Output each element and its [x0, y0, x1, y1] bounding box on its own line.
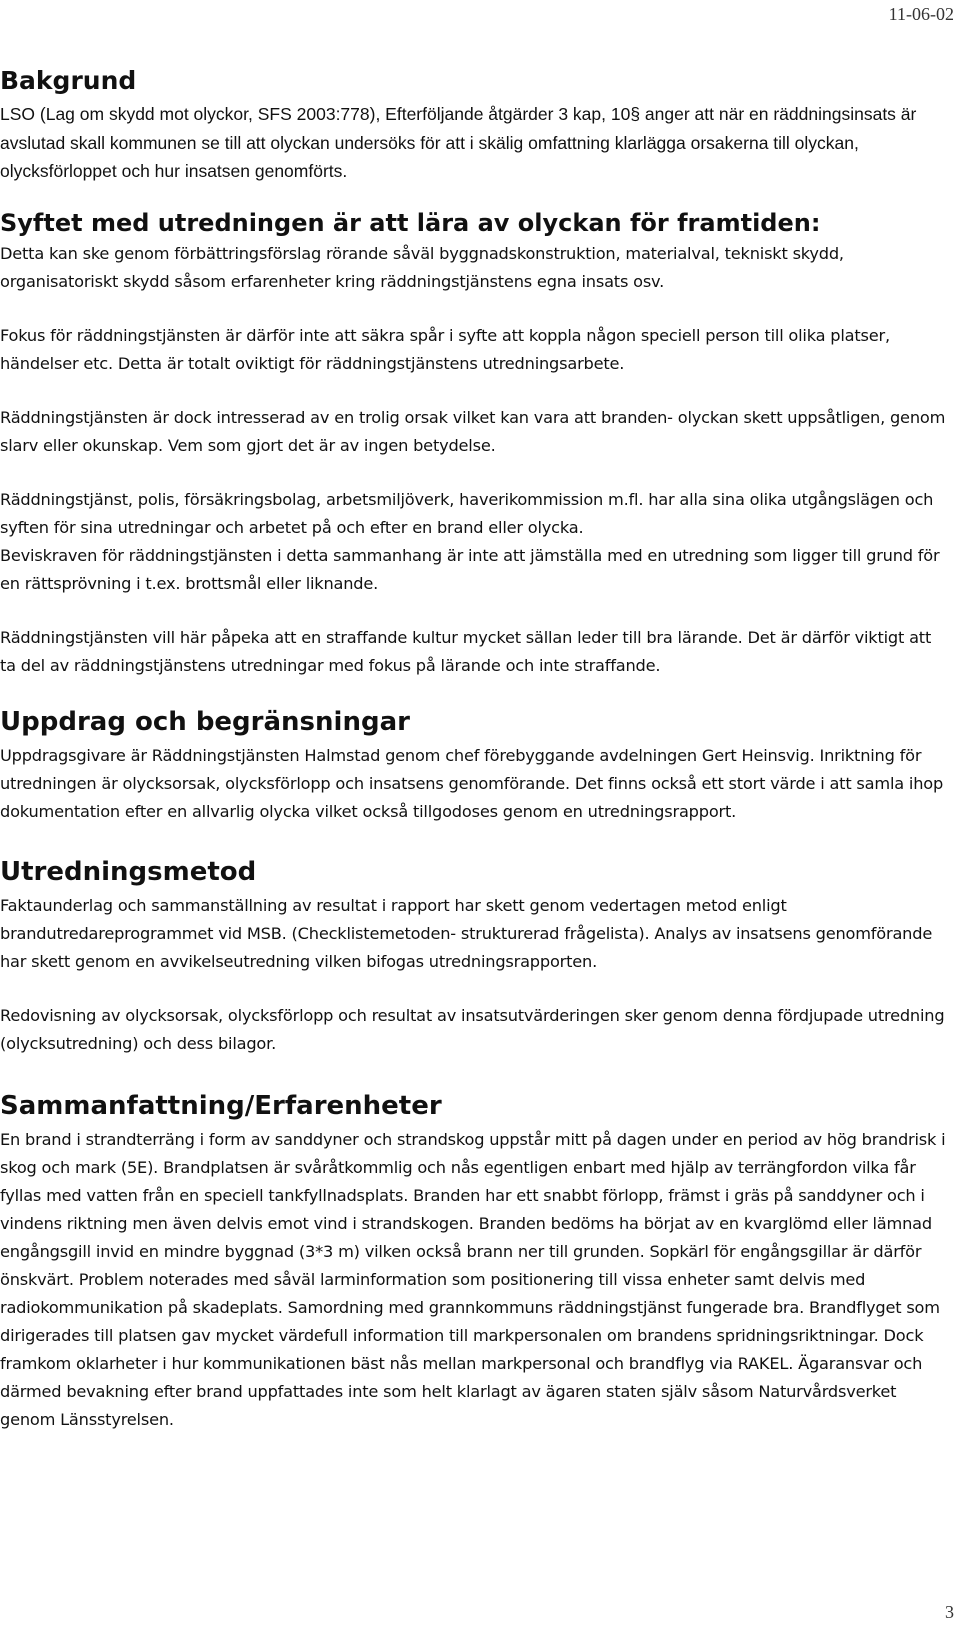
- header-date: 11-06-02: [888, 4, 954, 24]
- heading-metod: Utredningsmetod: [0, 856, 257, 887]
- heading-uppdrag: Uppdrag och begränsningar: [0, 706, 410, 737]
- section-sammanfattning: [0, 1086, 950, 1434]
- paragraph-syfte-5: Beviskraven för räddningstjänsten i detta sammanhang är inte att jämställa med en utredning som ligger till grund för en rättsprövning i t.ex. brottsmål eller liknande.: [0, 545, 940, 593]
- section-bakgrund: [0, 62, 950, 186]
- paragraph-bakgrund: LSO (Lag om skydd mot olyckor, SFS 2003:778), Efterföljande åtgärder 3 kap, 10§ anger att när en räddningsinsats är avslutad skall kommunen se till att olyckan undersöks för att i skälig omfattning klarlägga orsakerna till olyckan, olycksförloppet och hur insatsen genomförts.: [0, 104, 917, 181]
- paragraph-sammanfattning: En brand i strandterräng i form av sanddyner och strandskog uppstår mitt på dagen under en period av hög brandrisk i skog och mark (5E). Brandplatsen är svåråtkommlig och nås egentligen enbart med hjälp av terrängfordon vilka får fyllas med vatten från en speciell tankfyllnadsplats. Branden har ett snabbt förlopp, främst i gräs på sanddyner och i vindens riktning men även delvis emot vind i strandskogen. Branden bedöms ha börjat av en kvarglömd eller lämnad engångsgill invid en mindre byggnad (3*3 m) vilken också brann ner till grunden. Sopkärl för engångsgillar är därför önskvärt. Problem noterades med såväl larminformation som positionering till vissa enheter samt delvis med radiokommunikation på skadeplats. Samordning med grannkommuns räddningstjänst fungerade bra. Brandflyget som dirigerades till platsen gav mycket värdefull information till markpersonalen om brandens spridningsriktningar. Dock framkom oklarheter i hur kommunikationen bäst nås mellan markpersonal och brandflyg via RAKEL. Ägaransvar och därmed bevakning efter brand uppfattades inte som helt klarlagt av ägaren staten själv såsom Naturvårdsverket genom Länsstyrelsen.: [0, 1129, 946, 1429]
- paragraph-syfte-4: Räddningstjänst, polis, försäkringsbolag, arbetsmiljöverk, haverikommission m.fl. har alla sina olika utgångslägen och syften för sina utredningar och arbetet på och efter en brand eller olycka.: [0, 489, 934, 537]
- document-body: [0, 62, 950, 1434]
- paragraph-syfte-1: Detta kan ske genom förbättringsförslag rörande såväl byggnadskonstruktion, materialval, tekniskt skydd, organisatoriskt skydd såsom erfarenheter kring räddningstjänstens egna insats osv.: [0, 243, 844, 291]
- paragraph-syfte-2: Fokus för räddningstjänsten är därför inte att säkra spår i syfte att koppla någon speciell person till olika platser, händelser etc. Detta är totalt oviktigt för räddningstjänstens utredningsarbete.: [0, 325, 890, 373]
- paragraph-metod-2: Redovisning av olycksorsak, olycksförlopp och resultat av insatsutvärderingen sker genom denna fördjupade utredning (olycksutredning) och dess bilagor.: [0, 1005, 945, 1053]
- section-uppdrag: [0, 702, 950, 826]
- paragraph-metod-1: Faktaunderlag och sammanställning av resultat i rapport har skett genom vedertagen metod enligt brandutredareprogrammet vid MSB. (Checklistemetoden- strukturerad frågelista). Analys av insatsens genomförande har skett genom en avvikelseutredning vilken bifogas utredningsrapporten.: [0, 895, 933, 971]
- section-syfte: [0, 206, 950, 680]
- paragraph-syfte-6: Räddningstjänsten vill här påpeka att en straffande kultur mycket sällan leder till bra lärande. Det är därför viktigt att ta del av räddningstjänstens utredningar med fokus på lärande och inte straffande.: [0, 627, 932, 675]
- heading-bakgrund: Bakgrund: [0, 66, 137, 95]
- section-metod: [0, 852, 950, 1058]
- heading-sammanfattning: Sammanfattning/Erfarenheter: [0, 1090, 442, 1121]
- heading-syfte: Syftet med utredningen är att lära av olyckan för framtiden:: [0, 208, 821, 237]
- page-number: 3: [945, 1602, 954, 1622]
- paragraph-syfte-3: Räddningstjänsten är dock intresserad av en trolig orsak vilket kan vara att branden- olyckan skett uppsåtligen, genom slarv eller okunskap. Vem som gjort det är av ingen betydelse.: [0, 407, 946, 455]
- paragraph-uppdrag: Uppdragsgivare är Räddningstjänsten Halmstad genom chef förebyggande avdelningen Gert Heinsvig. Inriktning för utredningen är olycksorsak, olycksförlopp och insatsens genomförande. Det finns också ett stort värde i att samla ihop dokumentation efter en allvarlig olycka vilket också tillgodoses genom en utredningsrapport.: [0, 745, 944, 821]
